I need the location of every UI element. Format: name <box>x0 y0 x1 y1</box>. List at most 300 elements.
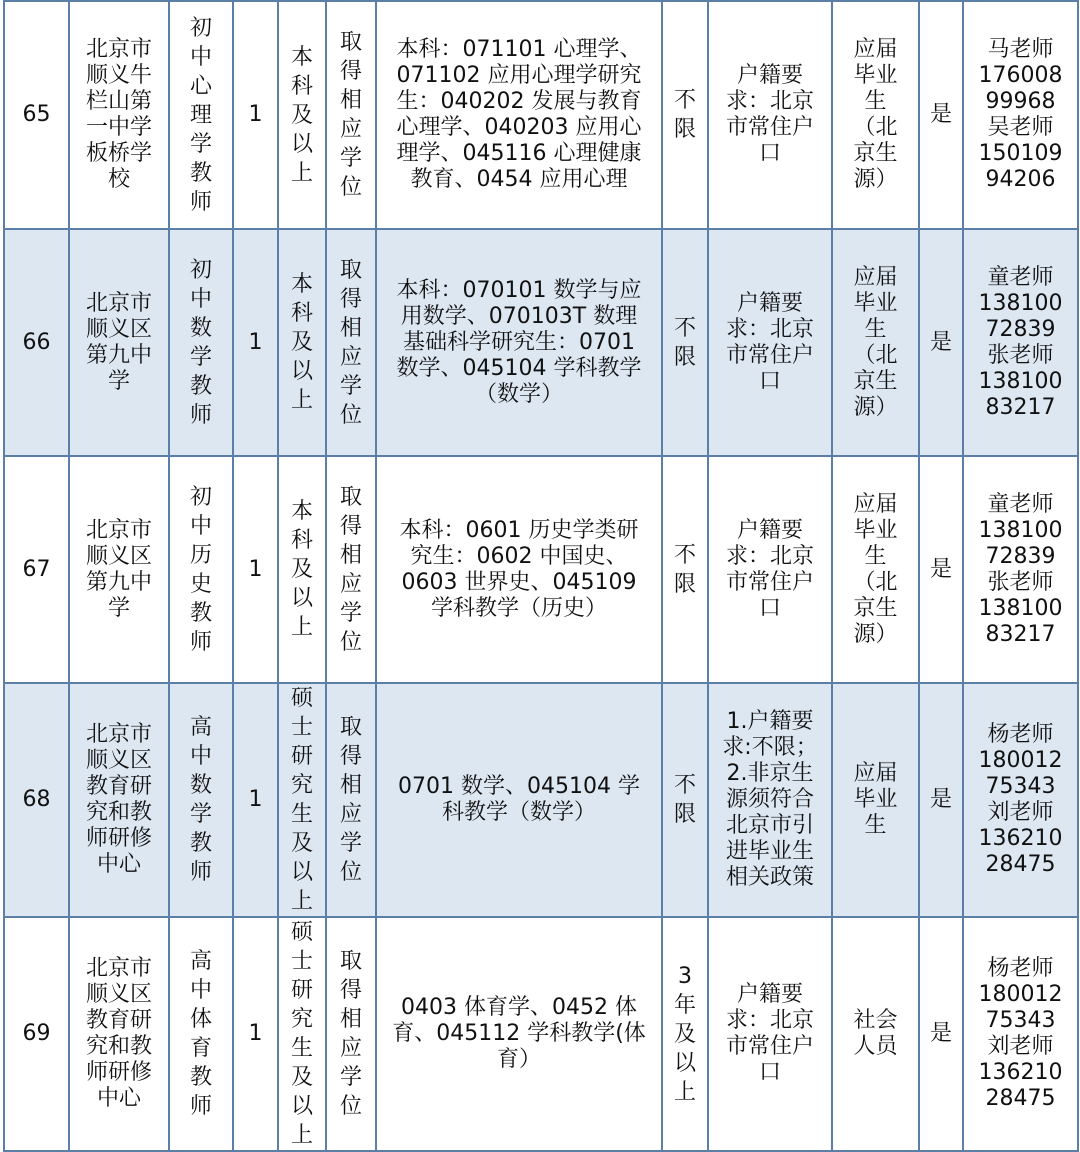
cell-contact <box>963 456 1078 683</box>
cell-line: 毕业 <box>853 787 898 812</box>
cell-line: 180012 <box>978 982 1063 1007</box>
cell-line: 上 <box>673 1079 696 1105</box>
cell-major <box>376 456 662 683</box>
cell-line: 第九中 <box>85 569 152 595</box>
cell-experience <box>662 683 708 917</box>
cell-contact <box>963 683 1078 917</box>
cell-degree <box>326 917 376 1151</box>
cell-text: 1 <box>248 329 263 355</box>
cell-line: 应届 <box>853 761 898 786</box>
cell-line: 市常住户 <box>725 115 814 140</box>
cell-line: 及 <box>290 831 313 856</box>
cell-line: 板桥学 <box>85 141 152 166</box>
cell-line: 初 <box>189 15 212 41</box>
cell-line: 求：北京 <box>725 543 814 569</box>
table-body <box>4 1 1078 1151</box>
cell-other-requirements <box>708 229 832 456</box>
cell-line: 限 <box>673 117 696 142</box>
cell-line: 学 <box>339 600 362 626</box>
cell-line: 究 <box>290 773 313 798</box>
cell-line: 相 <box>339 88 362 113</box>
cell-position <box>169 683 233 917</box>
cell-line: 限 <box>673 571 696 597</box>
cell-text: 67 <box>22 556 51 582</box>
cell-text: 1 <box>248 1021 263 1046</box>
cell-education <box>278 229 326 456</box>
cell-line: 位 <box>339 860 362 885</box>
cell-line: 0701 数学、045104 学 <box>398 774 640 799</box>
cell-line: 取 <box>339 257 362 283</box>
cell-line: 学 <box>107 368 130 394</box>
cell-line: 3 <box>678 963 692 989</box>
cell-count <box>233 229 278 456</box>
cell-line: 学 <box>107 595 130 621</box>
cell-line: 心理学、040203 应用心 <box>396 115 642 140</box>
cell-line: 不 <box>673 315 696 341</box>
cell-line: 应 <box>339 117 362 142</box>
cell-line: 育） <box>496 1047 541 1072</box>
cell-unit <box>69 1 169 229</box>
cell-line: 顺义区 <box>85 748 152 773</box>
cell-line: 年 <box>673 992 696 1018</box>
cell-target-group <box>832 229 919 456</box>
cell-line: 28475 <box>985 1086 1056 1111</box>
cell-line: 上 <box>290 160 313 186</box>
table-row <box>4 683 1078 917</box>
cell-degree <box>326 456 376 683</box>
cell-education <box>278 1 326 229</box>
cell-line: 应届 <box>853 491 898 517</box>
cell-line: 硕 <box>290 920 313 945</box>
cell-target-group <box>832 1 919 229</box>
cell-line: 求：北京 <box>725 1008 814 1033</box>
cell-experience <box>662 1 708 229</box>
cell-line: 科教学（数学） <box>441 800 596 825</box>
cell-line: 刘老师 <box>987 1034 1054 1059</box>
cell-line: 市常住户 <box>725 342 814 368</box>
cell-line: 顺义区 <box>85 543 152 569</box>
cell-line: 取 <box>339 715 362 740</box>
cell-line: 顺义牛 <box>85 63 152 88</box>
cell-line: 限 <box>673 802 696 827</box>
cell-degree <box>326 1 376 229</box>
cell-line: 基础科学研究生：0701 <box>403 329 635 355</box>
cell-line: （北 <box>853 115 898 140</box>
cell-contact <box>963 1 1078 229</box>
cell-line: 高 <box>189 715 212 740</box>
cell-line: 教 <box>189 1065 212 1090</box>
table-row <box>4 917 1078 1151</box>
cell-line: 师研修 <box>85 1060 152 1085</box>
cell-major <box>376 1 662 229</box>
cell-position <box>169 456 233 683</box>
cell-text: 69 <box>22 1021 51 1046</box>
cell-line: 以 <box>673 1050 696 1076</box>
cell-education <box>278 917 326 1151</box>
cell-line: 得 <box>339 513 362 539</box>
cell-major <box>376 229 662 456</box>
cell-line: 学科教学（历史） <box>430 595 607 621</box>
cell-line: 中 <box>189 286 212 312</box>
cell-experience <box>662 917 708 1151</box>
cell-unit <box>69 917 169 1151</box>
cell-line: 北京市 <box>85 722 152 747</box>
cell-line: 本 <box>290 499 313 524</box>
cell-text: 是 <box>929 329 952 355</box>
cell-line: 一中学 <box>85 115 152 140</box>
cell-count <box>233 1 278 229</box>
cell-line: 及 <box>290 102 313 128</box>
cell-line: 不 <box>673 773 696 798</box>
cell-experience <box>662 456 708 683</box>
cell-line: 师 <box>189 1094 212 1119</box>
cell-line: 及 <box>290 1065 313 1090</box>
cell-line: 初 <box>189 257 212 283</box>
cell-line: 取 <box>339 949 362 974</box>
cell-number <box>4 1 69 229</box>
cell-line: 史 <box>189 571 212 597</box>
cell-line: 士 <box>290 949 313 974</box>
cell-line: 生 <box>864 813 887 838</box>
cell-line: 吴老师 <box>987 115 1054 140</box>
cell-line: 师 <box>189 860 212 885</box>
cell-line: 学 <box>339 1065 362 1090</box>
cell-line: 138100 <box>978 595 1063 621</box>
cell-flag <box>919 456 963 683</box>
cell-degree <box>326 683 376 917</box>
cell-line: 育 <box>189 1036 212 1061</box>
cell-line: 中 <box>189 978 212 1003</box>
cell-flag <box>919 1 963 229</box>
cell-line: 师 <box>189 629 212 655</box>
cell-line: 毕业 <box>853 290 898 316</box>
cell-line: 京生 <box>853 368 898 394</box>
cell-line: 育、045112 学科教学(体 <box>392 1021 646 1046</box>
cell-text: 66 <box>22 329 51 355</box>
cell-line: 求：北京 <box>725 89 814 114</box>
cell-line: 户籍要 <box>736 517 803 543</box>
cell-line: 位 <box>339 629 362 655</box>
cell-line: 得 <box>339 978 362 1003</box>
cell-line: 高 <box>189 949 212 974</box>
cell-line: 初 <box>189 484 212 510</box>
cell-line: 以 <box>290 1094 313 1119</box>
cell-line: 教 <box>189 373 212 399</box>
cell-line: 户籍要 <box>736 982 803 1007</box>
cell-major <box>376 917 662 1151</box>
cell-line: 应届 <box>853 264 898 290</box>
cell-count <box>233 917 278 1151</box>
cell-line: 位 <box>339 1094 362 1119</box>
cell-line: 口 <box>758 141 781 166</box>
cell-experience <box>662 229 708 456</box>
cell-other-requirements <box>708 1 832 229</box>
cell-text: 1 <box>248 787 263 812</box>
cell-line: 75343 <box>985 1008 1056 1033</box>
cell-line: 72839 <box>985 316 1056 342</box>
cell-line: 数 <box>189 773 212 798</box>
cell-line: 研 <box>290 978 313 1003</box>
cell-line: 口 <box>758 595 781 621</box>
cell-text: 是 <box>929 787 952 812</box>
cell-line: 教 <box>189 600 212 626</box>
cell-unit <box>69 683 169 917</box>
cell-line: 京生 <box>853 595 898 621</box>
cell-line: 毕业 <box>853 63 898 88</box>
cell-line: 学 <box>339 146 362 171</box>
cell-line: 学 <box>189 131 212 157</box>
cell-line: 上 <box>290 1123 313 1148</box>
cell-contact <box>963 917 1078 1151</box>
cell-line: 及 <box>290 557 313 582</box>
cell-education <box>278 456 326 683</box>
cell-line: 户籍要 <box>736 290 803 316</box>
cell-line: 及 <box>673 1021 696 1047</box>
cell-line: 历 <box>189 542 212 568</box>
cell-major <box>376 683 662 917</box>
cell-line: 应 <box>339 344 362 370</box>
cell-other-requirements <box>708 456 832 683</box>
cell-line: 科 <box>290 73 313 99</box>
cell-line: 相 <box>339 542 362 568</box>
cell-text: 65 <box>22 102 51 127</box>
cell-line: 学 <box>339 373 362 399</box>
cell-contact <box>963 229 1078 456</box>
cell-line: 师研修 <box>85 826 152 851</box>
cell-line: 源） <box>853 394 898 420</box>
cell-line: 顺义区 <box>85 982 152 1007</box>
cell-line: 学 <box>189 802 212 827</box>
cell-line: 第九中 <box>85 342 152 368</box>
cell-line: 理 <box>189 102 212 128</box>
cell-position <box>169 917 233 1151</box>
cell-line: 不 <box>673 542 696 568</box>
cell-line: 口 <box>758 368 781 394</box>
cell-line: 张老师 <box>987 569 1054 595</box>
cell-line: 位 <box>339 402 362 428</box>
cell-line: 83217 <box>985 621 1056 647</box>
cell-line: 83217 <box>985 394 1056 420</box>
cell-line: 以 <box>290 359 313 384</box>
cell-line: 中 <box>189 44 212 70</box>
cell-count <box>233 456 278 683</box>
cell-education <box>278 683 326 917</box>
cell-target-group <box>832 683 919 917</box>
cell-line: （数学） <box>474 381 563 407</box>
cell-line: 1.户籍要 <box>726 709 814 734</box>
cell-line: 杨老师 <box>987 956 1054 981</box>
cell-count <box>233 683 278 917</box>
cell-line: 138100 <box>978 368 1063 394</box>
cell-degree <box>326 229 376 456</box>
cell-line: 刘老师 <box>987 800 1054 825</box>
cell-flag <box>919 229 963 456</box>
cell-line: 中心 <box>96 852 141 877</box>
cell-line: 限 <box>673 344 696 370</box>
cell-line: 数 <box>189 315 212 341</box>
cell-flag <box>919 683 963 917</box>
cell-line: 毕业 <box>853 517 898 543</box>
cell-unit <box>69 229 169 456</box>
cell-line: 用数学、070103T 数理 <box>400 303 638 329</box>
cell-line: 得 <box>339 59 362 84</box>
cell-line: 硕 <box>290 686 313 711</box>
cell-line: 人员 <box>853 1034 898 1059</box>
cell-line: 市常住户 <box>725 569 814 595</box>
cell-number <box>4 683 69 917</box>
cell-line: 28475 <box>985 852 1056 877</box>
cell-line: 以 <box>290 860 313 885</box>
cell-text: 是 <box>929 556 952 582</box>
cell-line: 上 <box>290 615 313 640</box>
cell-line: 理学、045116 心理健康 <box>396 141 642 166</box>
cell-line: 得 <box>339 286 362 312</box>
cell-line: 杨老师 <box>987 722 1054 747</box>
table-row <box>4 229 1078 456</box>
cell-line: 市常住户 <box>725 1034 814 1059</box>
cell-text: 68 <box>22 787 51 812</box>
cell-line: 京生 <box>853 141 898 166</box>
cell-line: 176008 <box>978 63 1063 88</box>
cell-line: 071102 应用心理学研究 <box>396 63 642 88</box>
cell-line: 0403 体育学、0452 体 <box>401 995 637 1020</box>
cell-line: 138100 <box>978 290 1063 316</box>
cell-line: 应 <box>339 802 362 827</box>
cell-line: 取 <box>339 484 362 510</box>
cell-line: 相关政策 <box>725 865 814 890</box>
cell-line: 中 <box>189 513 212 539</box>
cell-line: 师 <box>189 189 212 215</box>
cell-line: 生 <box>290 1036 313 1061</box>
cell-line: 150109 <box>978 141 1063 166</box>
cell-line: 究和教 <box>85 1034 152 1059</box>
cell-line: 学 <box>339 831 362 856</box>
recruitment-table <box>3 0 1079 1152</box>
cell-number <box>4 229 69 456</box>
cell-line: 生 <box>864 543 887 569</box>
cell-line: 应 <box>339 571 362 597</box>
cell-unit <box>69 456 169 683</box>
cell-line: 士 <box>290 715 313 740</box>
cell-line: 位 <box>339 175 362 200</box>
cell-line: 研 <box>290 744 313 769</box>
cell-line: 72839 <box>985 543 1056 569</box>
cell-line: 教育、0454 应用心理 <box>410 167 628 192</box>
cell-line: 取 <box>339 30 362 55</box>
cell-line: 中心 <box>96 1086 141 1111</box>
cell-line: 科 <box>290 301 313 326</box>
cell-line: 源须符合 <box>725 787 814 812</box>
cell-line: 教 <box>189 831 212 856</box>
cell-line: 教育研 <box>85 1008 152 1033</box>
cell-text: 是 <box>929 102 952 127</box>
cell-line: 上 <box>290 388 313 413</box>
cell-line: 童老师 <box>987 491 1054 517</box>
cell-line: 及 <box>290 330 313 355</box>
cell-line: 生 <box>864 89 887 114</box>
cell-line: 数学、045104 学科教学 <box>396 355 642 381</box>
cell-line: 体 <box>189 1007 212 1032</box>
cell-line: 本 <box>290 44 313 70</box>
cell-line: 136210 <box>978 826 1063 851</box>
cell-line: 0603 世界史、045109 <box>401 569 637 595</box>
cell-line: 求：北京 <box>725 316 814 342</box>
cell-line: 得 <box>339 744 362 769</box>
cell-line: 究和教 <box>85 800 152 825</box>
cell-line: 2.非京生 <box>726 761 814 786</box>
cell-line: 相 <box>339 773 362 798</box>
cell-line: 本科：0601 历史学类研 <box>399 517 639 543</box>
cell-line: 究 <box>290 1007 313 1032</box>
cell-line: 生：040202 发展与教育 <box>396 89 642 114</box>
cell-line: 北京市 <box>85 290 152 316</box>
cell-line: 应 <box>339 1036 362 1061</box>
table-row <box>4 1 1078 229</box>
cell-line: 中 <box>189 744 212 769</box>
cell-line: 口 <box>758 1060 781 1085</box>
cell-other-requirements <box>708 917 832 1151</box>
cell-line: 马老师 <box>987 37 1054 62</box>
cell-line: 180012 <box>978 748 1063 773</box>
cell-line: 不 <box>673 88 696 113</box>
cell-number <box>4 917 69 1151</box>
cell-line: （北 <box>853 342 898 368</box>
cell-text: 1 <box>248 102 263 127</box>
table-row <box>4 456 1078 683</box>
cell-line: 上 <box>290 889 313 914</box>
cell-line: 本科：070101 数学与应 <box>396 277 642 303</box>
cell-line: 相 <box>339 1007 362 1032</box>
cell-line: 进毕业生 <box>725 839 814 864</box>
cell-line: 社会 <box>853 1008 898 1033</box>
cell-line: 94206 <box>985 167 1056 192</box>
cell-line: 本科：071101 心理学、 <box>396 37 642 62</box>
cell-line: 教 <box>189 160 212 186</box>
cell-line: 心 <box>189 73 212 99</box>
cell-line: 北京市引 <box>725 813 814 838</box>
cell-line: 以 <box>290 586 313 611</box>
cell-line: 师 <box>189 402 212 428</box>
cell-flag <box>919 917 963 1151</box>
cell-line: 北京市 <box>85 956 152 981</box>
cell-text: 是 <box>929 1021 952 1046</box>
cell-line: 136210 <box>978 1060 1063 1085</box>
cell-line: 138100 <box>978 517 1063 543</box>
cell-line: 学 <box>189 344 212 370</box>
cell-line: 相 <box>339 315 362 341</box>
cell-line: 求:不限； <box>722 735 818 760</box>
cell-line: 本 <box>290 272 313 297</box>
cell-line: 教育研 <box>85 774 152 799</box>
cell-line: 户籍要 <box>736 63 803 88</box>
cell-line: 75343 <box>985 774 1056 799</box>
cell-target-group <box>832 917 919 1151</box>
cell-line: 源） <box>853 167 898 192</box>
cell-line: （北 <box>853 569 898 595</box>
cell-line: 源） <box>853 621 898 647</box>
cell-line: 张老师 <box>987 342 1054 368</box>
cell-text: 1 <box>248 556 263 582</box>
cell-line: 99968 <box>985 89 1056 114</box>
cell-line: 栏山第 <box>85 89 152 114</box>
cell-line: 校 <box>107 167 130 192</box>
cell-number <box>4 456 69 683</box>
cell-line: 顺义区 <box>85 316 152 342</box>
cell-position <box>169 229 233 456</box>
cell-other-requirements <box>708 683 832 917</box>
cell-line: 童老师 <box>987 264 1054 290</box>
cell-line: 应届 <box>853 37 898 62</box>
